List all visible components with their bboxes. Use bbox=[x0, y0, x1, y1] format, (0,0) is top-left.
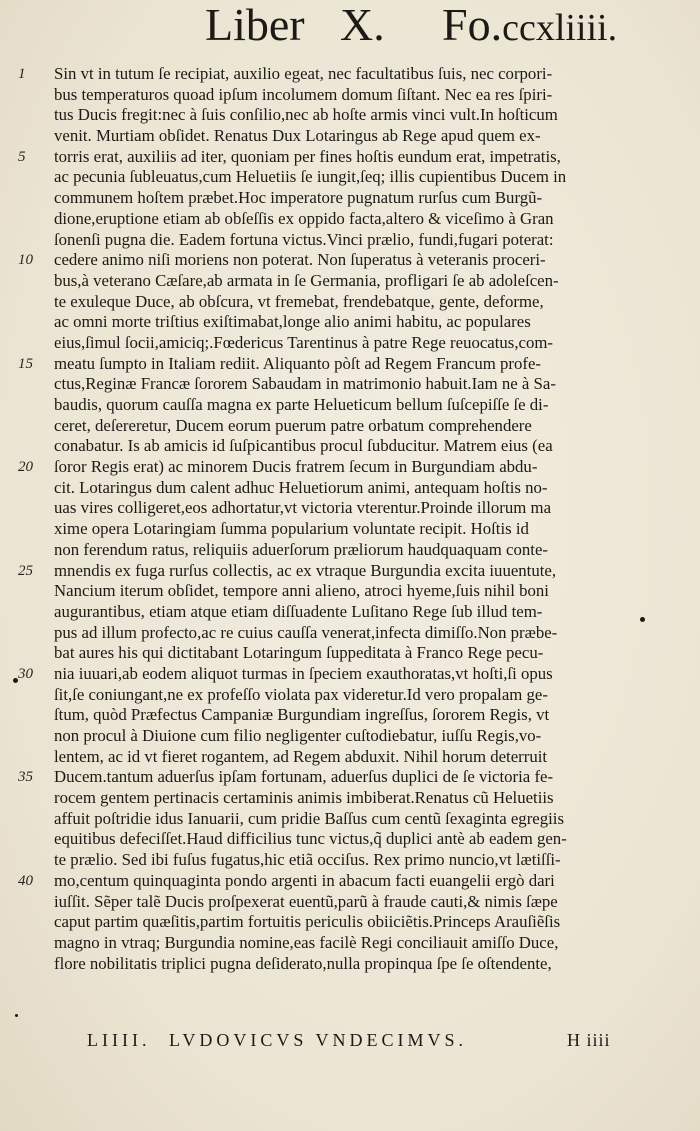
text-line bbox=[54, 809, 624, 830]
line-text: mo,centum quinquaginta pondo argenti in abacum facti euangelii ergò dari bbox=[54, 870, 555, 890]
text-line bbox=[54, 312, 624, 333]
text-line bbox=[54, 540, 624, 561]
text-line bbox=[54, 209, 624, 230]
text-line bbox=[18, 767, 624, 788]
text-line bbox=[54, 395, 624, 416]
text-line bbox=[54, 829, 624, 850]
folio-number bbox=[442, 2, 617, 51]
line-number: 30 bbox=[18, 665, 33, 682]
text-line bbox=[18, 870, 624, 892]
text-line bbox=[54, 105, 624, 126]
line-text: te prælio. Sed ibi fuſus fugatus,hic etiã occiſus. Rex primo nuncio,vt lætiſſi- bbox=[54, 850, 561, 870]
text-line bbox=[18, 663, 624, 685]
text-line bbox=[54, 581, 624, 602]
text-line bbox=[54, 188, 624, 209]
line-text: ſit,ſe coniungant,ne ex profeſſo violata pax videretur.Id vero propalam ge- bbox=[54, 684, 548, 704]
line-text: cit. Lotaringus dum calent adhuc Heluetiorum animi, antequam hoſtis no- bbox=[54, 477, 548, 497]
text-line bbox=[54, 271, 624, 292]
line-text: Sin vt in tutum ſe recipiat, auxilio egeat, nec facultatibus ſuis, nec corpori- bbox=[54, 64, 553, 83]
line-text: communem hoſtem præbet.Hoc imperatore pugnatum rurſus cum Burgũ- bbox=[54, 188, 543, 208]
folio-prefix: Fo. bbox=[442, 0, 503, 50]
line-number: 35 bbox=[18, 769, 33, 786]
line-text: uas vires colligeret,eos adhortatur,vt victoria vterentur.Proinde illorum ma bbox=[54, 498, 552, 518]
text-line bbox=[18, 250, 624, 271]
line-text: meatu ſumpto in Italiam rediit. Aliquanto pòſt ad Regem Francum profe- bbox=[54, 353, 542, 373]
running-head-book-number: X. bbox=[340, 0, 385, 50]
text-line bbox=[54, 333, 624, 354]
text-line bbox=[18, 146, 624, 168]
line-text: non procul à Diuione cum filio negligenter cuſtodiebatur, iuſſu Regis,vo- bbox=[54, 726, 542, 745]
folio-roman-number: ccxliiii. bbox=[502, 7, 618, 49]
line-text: mnendis ex fuga rurſus collectis, ac ex vtraque Burgundia excita iuuentute, bbox=[54, 560, 557, 580]
text-line bbox=[54, 850, 624, 871]
line-text: venit. Murtiam obſidet. Renatus Dux Lotaringus ab Rege apud quem ex- bbox=[54, 126, 541, 146]
text-line bbox=[54, 126, 624, 147]
text-line bbox=[18, 64, 624, 85]
footer-signature: LIIII. bbox=[87, 1030, 151, 1050]
text-line bbox=[54, 705, 624, 726]
running-head-liber: Liber bbox=[205, 0, 305, 50]
margin-mark bbox=[640, 617, 645, 622]
text-line bbox=[54, 519, 624, 540]
line-number: 1 bbox=[18, 66, 26, 82]
footer-running-title: LVDOVICVS VNDECIMVS. bbox=[169, 1030, 468, 1050]
line-text: bus temperaturos quoad ipſum incolumem domum ſiſtant. Nec ea res ſpiri- bbox=[54, 84, 553, 104]
line-text: non ferendum ratus, reliquiis aduerſorum præliorum haudquaquam conte- bbox=[54, 539, 548, 559]
line-text: ſoror Regis erat) ac minorem Ducis fratrem ſecum in Burgundiam abdu- bbox=[54, 457, 538, 477]
text-line bbox=[54, 685, 624, 706]
line-text: ceret, deſereretur, Ducem eorum puerum patre orbatum comprehendere bbox=[54, 415, 532, 435]
text-line bbox=[54, 292, 624, 313]
page-footer bbox=[87, 1030, 611, 1054]
line-text: augurantibus, etiam atque etiam diſſuadente Luſitano Rege ſub illud tem- bbox=[54, 601, 543, 621]
line-text: equitibus defeciſſet.Haud difficilius tunc victus,q̃ duplici antè ab eadem gen- bbox=[54, 829, 567, 849]
line-text: Nancium iterum obſidet, tempore anni alieno, atroci hyeme,ſuis nihil boni bbox=[54, 581, 549, 601]
line-text: magno in vtraq; Burgundia nomine,eas facilè Regi conciliauit amiſſo Duce, bbox=[54, 932, 559, 952]
text-line bbox=[54, 416, 624, 437]
text-line bbox=[54, 85, 624, 106]
line-text: bus,à veterano Cæſare,ab armata in ſe Germania, profligari ſe ab adoleſcen- bbox=[54, 270, 559, 290]
line-text: ſonenſi pugna die. Eadem fortuna victus.Vinci prælio, fundi,fugari poterat: bbox=[54, 229, 554, 249]
line-text: Ducem.tantum aduerſus ipſam fortunam, aduerſus duplici de ſe victoria fe- bbox=[54, 767, 554, 787]
text-line bbox=[54, 623, 624, 644]
line-text: te exuleque Duce, ab obſcura, vt fremebat, frendebatque, gente, deforme, bbox=[54, 291, 544, 311]
line-text: iuſſit. Sẽper talẽ Ducis proſpexerat euentũ,parũ à fraude cauti,& nimis ſæpe bbox=[54, 891, 558, 911]
line-text: ac pecunia ſubleuatus,cum Heluetiis ſe iungit,ſeq; illis cupientibus Ducem in bbox=[54, 167, 567, 187]
text-line bbox=[18, 560, 624, 582]
line-text: bat aures his qui dictitabant Lotaringum ſuppeditata à Franco Rege pecu- bbox=[54, 643, 544, 663]
line-text: flore nobilitatis triplici pugna deſiderato,nulla propinqua ſpe ſe oſtendente, bbox=[54, 953, 552, 973]
line-text: baudis, quorum cauſſa magna ex parte Helueticum bellum ſuſcepiſſe ſe di- bbox=[54, 395, 549, 414]
line-text: ſtum, quòd Præfectus Campaniæ Burgundiam ingreſſus, ſororem Regis, vt bbox=[54, 705, 550, 725]
text-line bbox=[54, 643, 624, 664]
line-text: nia iuuari,ab eodem aliquot turmas in ſpeciem exauthoratas,vt hoſti,ſi opus bbox=[54, 663, 553, 683]
line-text: rocem gentem pertinacis certaminis animis imbiberat.Renatus cũ Heluetiis bbox=[54, 788, 554, 808]
text-line bbox=[54, 747, 624, 768]
line-number: 5 bbox=[18, 148, 26, 165]
line-text: dione,eruptione etiam ab obſeſſis ex oppido facta,altero & viceſimo à Gran bbox=[54, 208, 554, 228]
line-text: affuit poſtridie idus Ianuarii, cum pridie Baſſus cum centũ ſexaginta egregiis bbox=[54, 808, 564, 828]
line-text: ctus,Reginæ Francæ ſororem Sabaudam in matrimonio habuit.Iam ne à Sa- bbox=[54, 374, 556, 394]
line-text: lentem, ac id vt fieret rogantem, ad Regem abduxit. Nihil horum deterruit bbox=[54, 746, 548, 766]
margin-mark bbox=[15, 1014, 18, 1017]
line-text: conabatur. Is ab amicis id ſuſpicantibus procul ſubducitur. Matrem eius (ea bbox=[54, 436, 553, 456]
line-number: 25 bbox=[18, 562, 33, 579]
text-line bbox=[54, 892, 624, 913]
footer-quire-mark: H iiii bbox=[567, 1030, 611, 1050]
text-line bbox=[54, 478, 624, 499]
text-line bbox=[54, 933, 624, 954]
text-line bbox=[54, 954, 624, 975]
text-line bbox=[54, 230, 624, 251]
line-text: tus Ducis fregit:nec à ſuis conſilio,nec ab hoſte armis vinci vult.In hoſticum bbox=[54, 105, 558, 125]
line-text: caput partim quæſitis,partim fortuitis periculis obiiciẽtis.Princeps Arauſiẽſis bbox=[54, 912, 561, 932]
text-line bbox=[54, 912, 624, 933]
text-line bbox=[18, 457, 624, 478]
text-line bbox=[54, 602, 624, 623]
margin-mark bbox=[13, 678, 18, 683]
line-number: 15 bbox=[18, 355, 33, 372]
line-text: pus ad illum profecto,ac re cuius cauſſa venerat,infecta dimiſſo.Non præbe- bbox=[54, 622, 558, 642]
text-line bbox=[54, 436, 624, 457]
text-line bbox=[54, 726, 624, 747]
line-text: ac omni morte triſtius exiſtimabat,longe alio animi habitu, ac populares bbox=[54, 312, 531, 332]
line-text: torris erat, auxiliis ad iter, quoniam per fines hoſtis eundum erat, impetratis, bbox=[54, 146, 561, 166]
line-text: cedere animo niſi moriens non poterat. Non ſuperatus à veteranis proceri- bbox=[54, 250, 546, 270]
text-line bbox=[54, 498, 624, 519]
main-text-block bbox=[18, 64, 624, 974]
text-line bbox=[54, 167, 624, 188]
text-line bbox=[18, 353, 624, 375]
text-line bbox=[54, 374, 624, 395]
line-number: 40 bbox=[18, 872, 33, 889]
line-text: eius,ſimul ſocii,amiciq;.Fœdericus Tarentinus à patre Rege reuocatus,com- bbox=[54, 332, 554, 352]
line-number: 20 bbox=[18, 459, 33, 476]
line-text: xime opera Lotaringiam ſumma popularium voluntate recipit. Hoſtis id bbox=[54, 519, 529, 539]
text-line bbox=[54, 788, 624, 809]
line-number: 10 bbox=[18, 252, 33, 269]
running-head bbox=[205, 0, 618, 50]
